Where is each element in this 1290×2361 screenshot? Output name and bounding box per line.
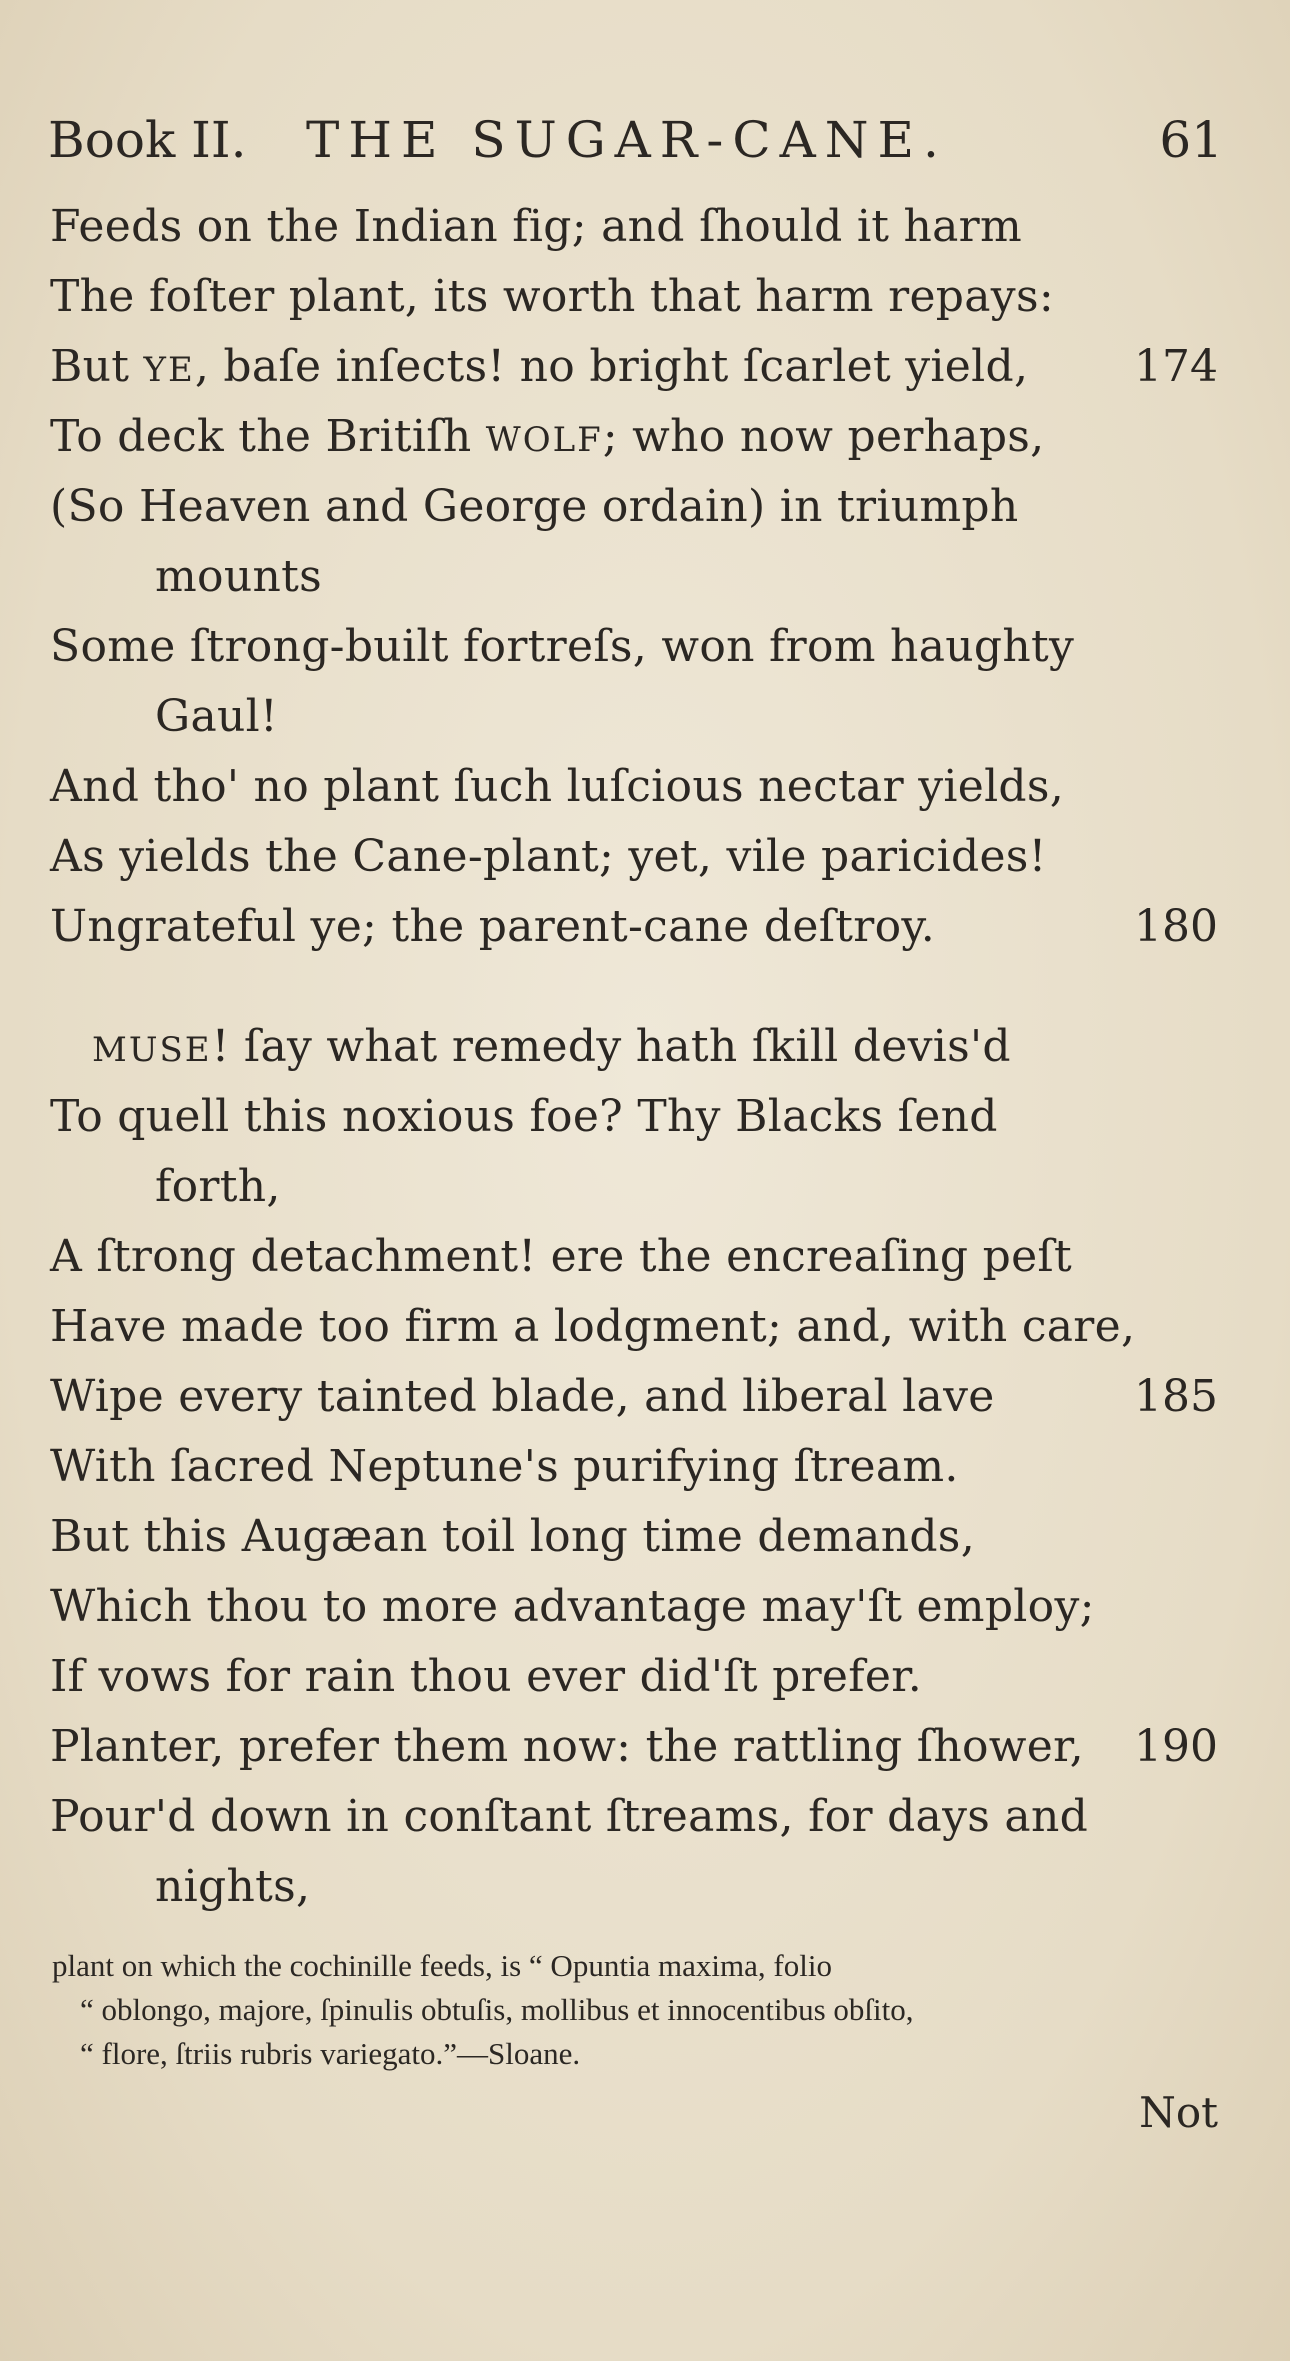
running-header bbox=[48, 110, 1223, 170]
verse-line bbox=[50, 1648, 922, 1706]
verse-line bbox=[155, 688, 278, 746]
verse-line bbox=[50, 758, 1064, 816]
verse-text: ; who now perhaps, bbox=[602, 411, 1045, 462]
verse-line bbox=[50, 1088, 998, 1146]
verse-text: The foſter plant, its worth that harm repays: bbox=[50, 271, 1054, 322]
verse-line bbox=[50, 1578, 1095, 1636]
verse-text: If vows for rain thou ever did'ſt prefer. bbox=[50, 1651, 922, 1702]
verse-text: nights, bbox=[155, 1861, 311, 1912]
line-number: 190 bbox=[1134, 1721, 1218, 1772]
verse-text: Planter, prefer them now: the rattling ſhower, bbox=[50, 1721, 1084, 1772]
verse-line bbox=[50, 1788, 1088, 1846]
verse-text: mounts bbox=[155, 551, 322, 602]
line-number: 174 bbox=[1134, 341, 1218, 392]
verse-line bbox=[50, 898, 935, 956]
small-caps-word: YE bbox=[143, 350, 195, 390]
verse-line bbox=[50, 1298, 1135, 1356]
small-caps-word: MUSE bbox=[92, 1030, 212, 1070]
verse-text: Ungrateful ye; the parent-cane deſtroy. bbox=[50, 901, 935, 952]
verse-line bbox=[155, 1858, 310, 1916]
verse-text: , baſe inſects! no bright ſcarlet yield, bbox=[194, 341, 1029, 392]
verse-line bbox=[50, 478, 1019, 536]
catchword: Not bbox=[1139, 2088, 1218, 2137]
running-title: THE SUGAR-CANE. bbox=[306, 111, 948, 169]
verse-line bbox=[50, 1508, 975, 1566]
page-number: 61 bbox=[1159, 111, 1223, 169]
verse-text: But bbox=[50, 341, 144, 392]
verse-line bbox=[50, 1228, 1072, 1286]
verse-line bbox=[50, 268, 1054, 326]
verse-line bbox=[50, 198, 1022, 256]
verse-text: To deck the Britiſh bbox=[50, 411, 486, 462]
verse-text: A ſtrong detachment! ere the encreaſing peſt bbox=[50, 1231, 1072, 1282]
verse-line bbox=[155, 1158, 281, 1216]
verse-text: Pour'd down in conſtant ſtreams, for days and bbox=[50, 1791, 1089, 1842]
verse-text: Wipe every tainted blade, and liberal lave bbox=[50, 1371, 995, 1422]
verse-text: To quell this noxious foe? Thy Blacks ſend bbox=[50, 1091, 998, 1142]
verse-text: ! ſay what remedy hath ſkill devis'd bbox=[211, 1021, 1011, 1072]
verse-text: (So Heaven and George ordain) in triumph bbox=[50, 481, 1019, 532]
footnote-line: “ oblongo, majore, ſpinulis obtuſis, mollibus et innocentibus obſito, bbox=[80, 1992, 914, 2027]
verse-line bbox=[50, 618, 1074, 676]
verse-line bbox=[155, 548, 322, 606]
footnote-line: plant on which the cochinille feeds, is “ Opuntia maxima, folio bbox=[52, 1948, 832, 1983]
verse-line bbox=[50, 1368, 995, 1426]
verse-text: And tho' no plant ſuch luſcious nectar yields, bbox=[50, 761, 1065, 812]
verse-text: As yields the Cane-plant; yet, vile paricides! bbox=[50, 831, 1047, 882]
line-number: 180 bbox=[1134, 901, 1218, 952]
verse-line bbox=[50, 338, 1028, 399]
verse-text: forth, bbox=[155, 1161, 281, 1212]
verse-text: Feeds on the Indian fig; and ſhould it harm bbox=[50, 201, 1023, 252]
verse-text: Some ſtrong-built fortreſs, won from haughty bbox=[50, 621, 1075, 672]
verse-line bbox=[92, 1018, 1011, 1079]
line-number: 185 bbox=[1134, 1371, 1218, 1422]
verse-text: Gaul! bbox=[155, 691, 278, 742]
verse-line bbox=[50, 1718, 1084, 1776]
footnote-line: “ flore, ſtriis rubris variegato.”—Sloane. bbox=[80, 2036, 581, 2071]
verse-line bbox=[50, 828, 1047, 886]
book-label: Book II. bbox=[48, 111, 247, 169]
verse-text: But this Augæan toil long time demands, bbox=[50, 1511, 975, 1562]
verse-text: With ſacred Neptune's purifying ſtream. bbox=[50, 1441, 959, 1492]
verse-text: Have made too firm a lodgment; and, with care, bbox=[50, 1301, 1136, 1352]
verse-line bbox=[50, 408, 1044, 469]
small-caps-word: WOLF bbox=[485, 420, 603, 460]
verse-text: Which thou to more advantage may'ſt employ; bbox=[50, 1581, 1095, 1632]
verse-line bbox=[50, 1438, 959, 1496]
